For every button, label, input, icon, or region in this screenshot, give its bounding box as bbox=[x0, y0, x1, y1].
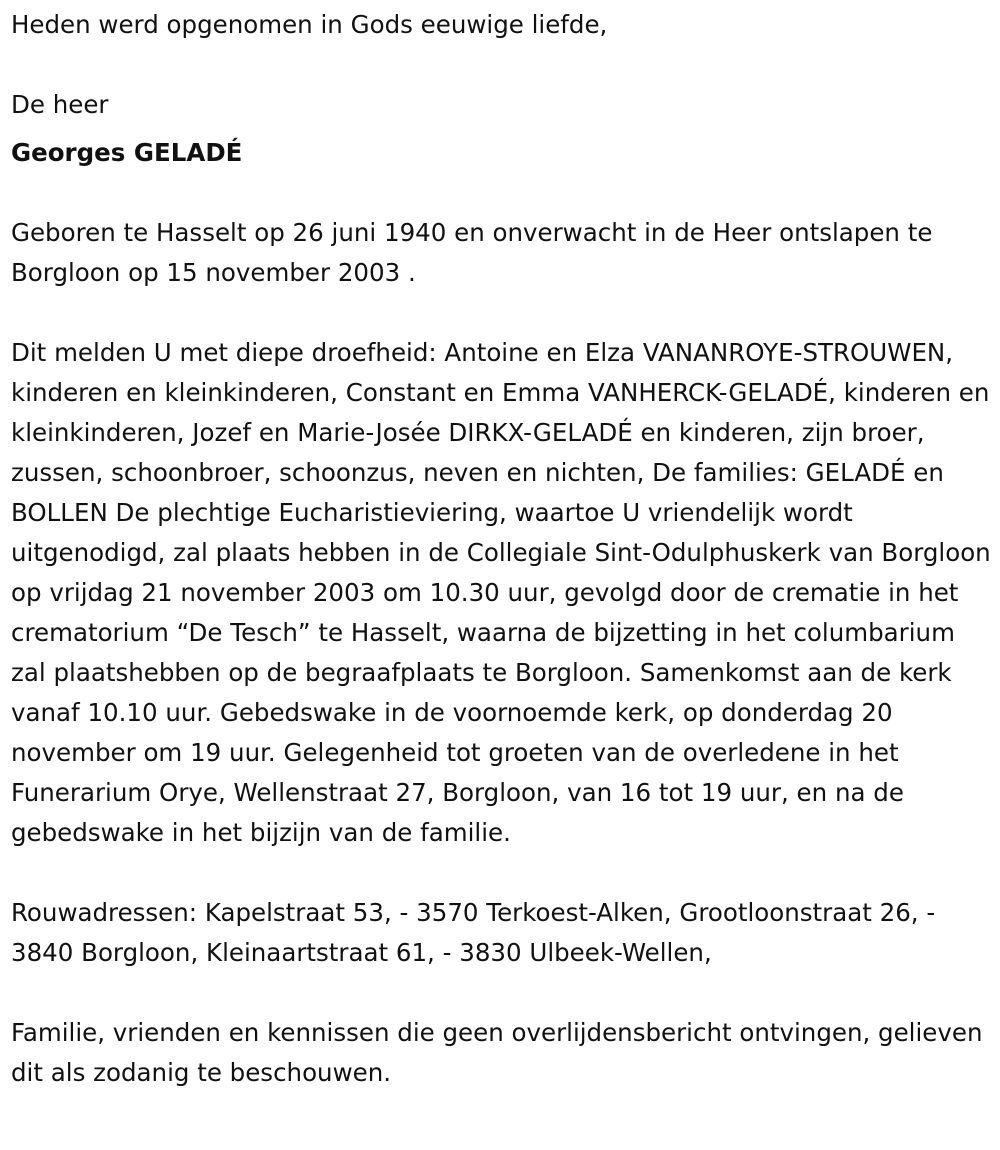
closing-paragraph: Familie, vrienden en kennissen die geen overlijdensbericht ontvingen, gelieven dit als zodanig te beschouwen. bbox=[11, 1018, 983, 1087]
salutation: De heer bbox=[11, 90, 109, 119]
death-notice bbox=[11, 5, 996, 1093]
announcement-paragraph: Dit melden U met diepe droefheid: Antoine en Elza VANANROYE-STROUWEN, kinderen en kleinkinderen, Constant en Emma VANHERCK-GELADÉ, kinderen en kleinkinderen, Jozef en Marie-Josée DIRKX-GELADÉ en kinderen, zijn broer, zussen, schoonbroer, schoonzus, neven en nichten, De families: GELADÉ en BOLLEN De plechtige Eucharistieviering, waartoe U vriendelijk wordt uitgenodigd, zal plaats hebben in de Collegiale Sint-Odulphuskerk van Borgloon op vrijdag 21 november 2003 om 10.30 uur, gevolgd door de crematie in het crematorium “De Tesch” te Hasselt, waarna de bijzetting in het columbarium zal plaatshebben op de begraafplaats te Borgloon. Samenkomst aan de kerk vanaf 10.10 uur. Gebedswake in de voornoemde kerk, op donderdag 20 november om 19 uur. Gelegenheid tot groeten van de overledene in het Funerarium Orye, Wellenstraat 27, Borgloon, van 16 tot 19 uur, en na de gebedswake in het bijzijn van de familie. bbox=[11, 338, 991, 847]
spacer bbox=[11, 293, 996, 333]
spacer bbox=[11, 173, 996, 213]
deceased-name: Georges GELADÉ bbox=[11, 138, 243, 167]
spacer bbox=[11, 45, 996, 85]
spacer bbox=[11, 853, 996, 893]
intro-line: Heden werd opgenomen in Gods eeuwige liefde, bbox=[11, 10, 608, 39]
addresses-paragraph: Rouwadressen: Kapelstraat 53, - 3570 Terkoest-Alken, Grootloonstraat 26, - 3840 Borgloon, Kleinaartstraat 61, - 3830 Ulbeek-Wellen, bbox=[11, 898, 936, 967]
birth-death-paragraph: Geboren te Hasselt op 26 juni 1940 en onverwacht in de Heer ontslapen te Borgloon op 15 november 2003 . bbox=[11, 218, 933, 287]
spacer bbox=[11, 973, 996, 1013]
